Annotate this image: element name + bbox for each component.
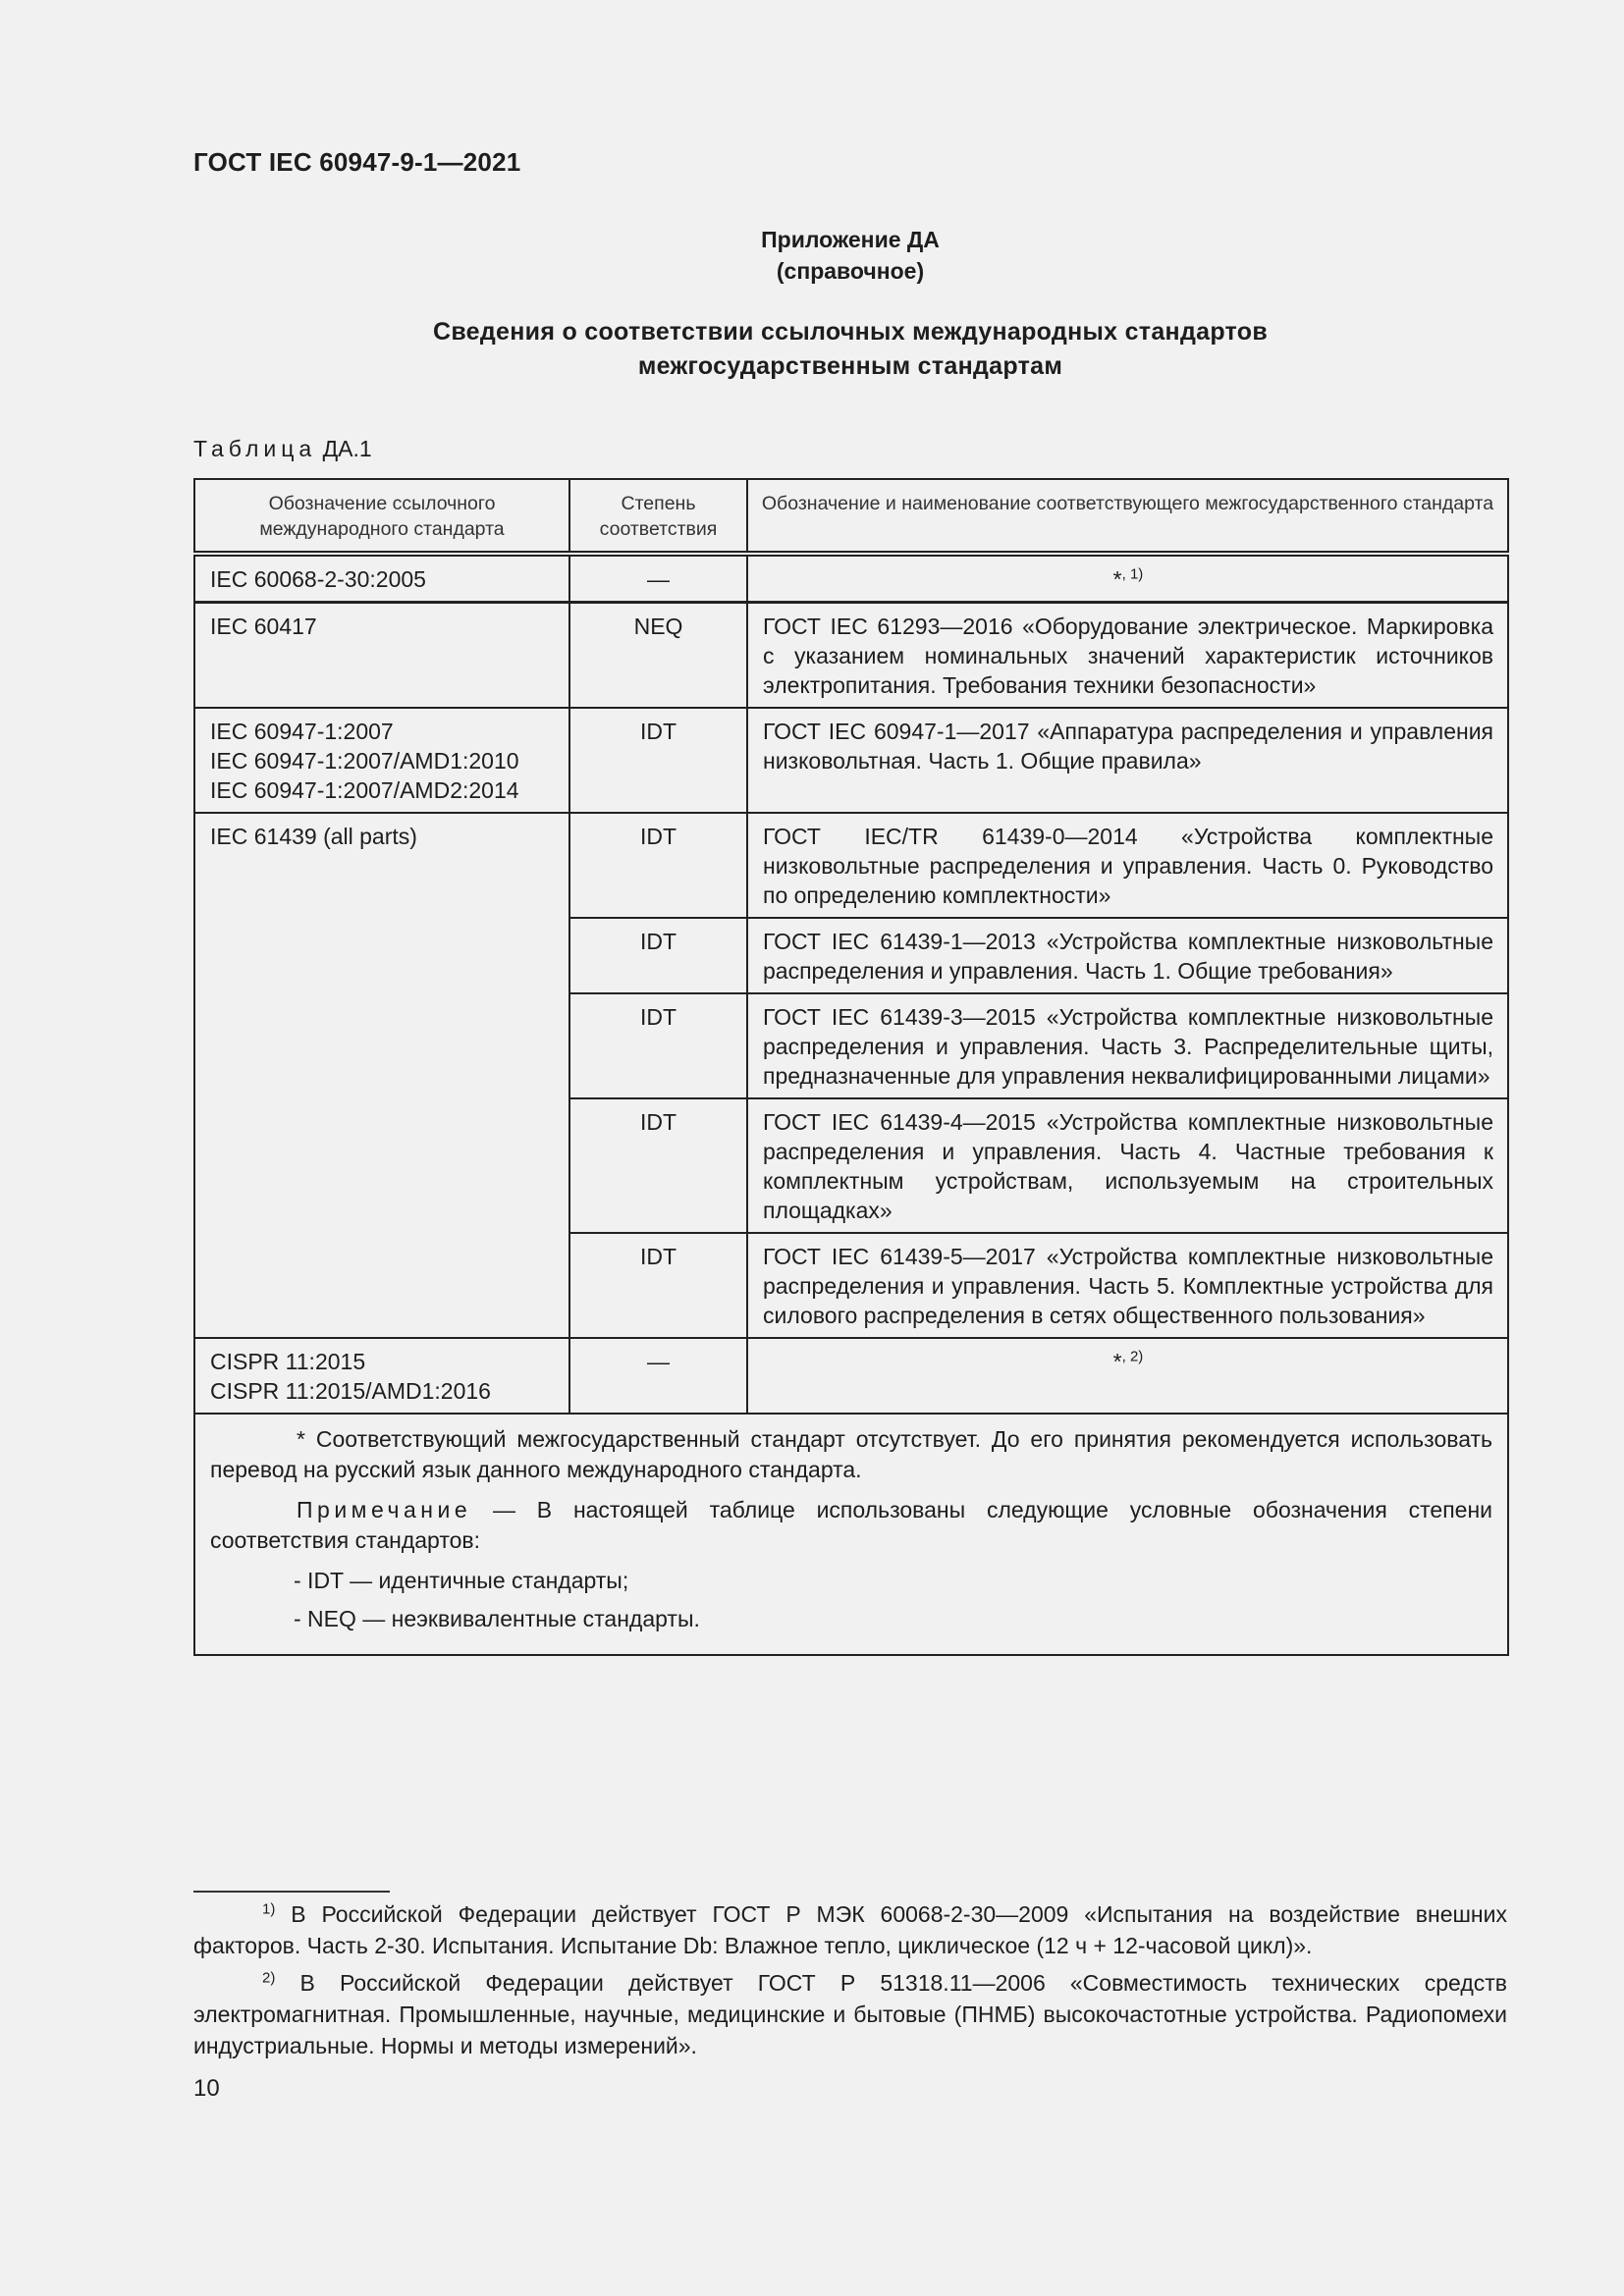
footnote-number: 1): [262, 1900, 276, 1918]
annex-title: [193, 224, 1507, 287]
footnote-ref: , 1): [1121, 565, 1144, 583]
intl-standard-line: CISPR 11:2015: [210, 1349, 366, 1374]
gost-cell: [747, 554, 1508, 603]
star-footnote: * Соответствующий межгосударственный стандарт отсутствует. До его принятия рекомендуется использовать перевод на русский язык данного международного стандарта.: [210, 1426, 1492, 1482]
degree-cell: IDT: [569, 1098, 747, 1233]
gost-cell: ГОСТ IEC/TR 61439-0—2014 «Устройства комплектные низковольтные распределения и управления. Часть 0. Руководство по определению комплектности»: [747, 813, 1508, 918]
footnote-text: В Российской Федерации действует ГОСТ Р 51318.11—2006 «Совместимость технических средств электромагнитная. Промышленные, научные, медицинские и бытовые (ПНМБ) высокочастотные устройства. Радиопомехи индустриальные. Нормы и методы измерений».: [193, 1970, 1507, 2058]
table-row: [194, 813, 1508, 918]
annex-heading-line-2: межгосударственным стандартам: [637, 352, 1063, 380]
correspondence-table: [193, 478, 1509, 1656]
table-label-number: ДА.1: [316, 436, 372, 461]
gost-cell: ГОСТ IEC 61293—2016 «Оборудование электрическое. Маркировка с указанием номинальных значений характеристик источников электропитания. Требования техники безопасности»: [747, 603, 1508, 709]
intl-standard-line: IEC 60947-1:2007: [210, 719, 394, 744]
note-list-item: - NEQ — неэквивалентные стандарты.: [294, 1606, 700, 1631]
intl-standard-cell: IEC 61439 (all parts): [194, 813, 569, 1338]
intl-standard-cell: IEC 60068-2-30:2005: [194, 554, 569, 603]
table-notes: [194, 1414, 1508, 1655]
absent-mark: *: [1112, 1349, 1122, 1374]
footnote-text: В Российской Федерации действует ГОСТ Р МЭК 60068-2-30—2009 «Испытания на воздействие внешних факторов. Часть 2-30. Испытания. Испытание Db: Влажное тепло, циклическое (12 ч + 12-часовой цикл)».: [193, 1901, 1507, 1958]
footnote-ref: , 2): [1121, 1348, 1144, 1365]
gost-cell: [747, 1338, 1508, 1414]
degree-cell: IDT: [569, 813, 747, 918]
table-row: [194, 554, 1508, 603]
annex-name: Приложение ДА: [761, 227, 940, 252]
footnotes: [193, 1898, 1507, 2067]
degree-cell: IDT: [569, 918, 747, 993]
table-row: [194, 708, 1508, 813]
annex-heading-line-1: Сведения о соответствии ссылочных международных стандартов: [432, 318, 1269, 346]
degree-cell: IDT: [569, 1233, 747, 1338]
table-notes-row: [194, 1414, 1508, 1655]
annex-status: (справочное): [776, 258, 925, 284]
header-international-standard: Обозначение ссылочного международного стандарта: [194, 479, 569, 554]
page-number: 10: [193, 2075, 220, 2102]
intl-standard-line: CISPR 11:2015/AMD1:2016: [210, 1378, 491, 1404]
gost-cell: ГОСТ IEC 60947-1—2017 «Аппаратура распределения и управления низковольтная. Часть 1. Общие правила»: [747, 708, 1508, 813]
header-degree: Степень соответствия: [569, 479, 747, 554]
footnote: [193, 1967, 1507, 2061]
degree-cell: —: [569, 1338, 747, 1414]
table-header-row: [194, 479, 1508, 554]
footnote-number: 2): [262, 1969, 276, 1987]
intl-standard-cell: [194, 708, 569, 813]
correspondence-table-wrapper: [193, 478, 1507, 1656]
intl-standard-line: IEC 60947-1:2007/AMD2:2014: [210, 777, 519, 803]
intl-standard-line: IEC 60947-1:2007/AMD1:2010: [210, 748, 519, 774]
table-row: [194, 603, 1508, 709]
degree-cell: IDT: [569, 993, 747, 1098]
intl-standard-cell: IEC 60417: [194, 603, 569, 709]
note-text: — В настоящей таблице использованы следующие условные обозначения степени соответствия стандартов:: [210, 1497, 1492, 1553]
degree-cell: NEQ: [569, 603, 747, 709]
table-label: [193, 436, 372, 462]
table-row: [194, 1338, 1508, 1414]
note-list: [210, 1566, 1492, 1634]
document-code: ГОСТ IEC 60947-9-1—2021: [193, 147, 521, 177]
footnote: [193, 1898, 1507, 1961]
gost-cell: ГОСТ IEC 61439-3—2015 «Устройства комплектные низковольтные распределения и управления. Часть 3. Распределительные щиты, предназначенные для управления неквалифицированными лицами»: [747, 993, 1508, 1098]
annex-heading: [193, 315, 1507, 384]
gost-cell: ГОСТ IEC 61439-5—2017 «Устройства комплектные низковольтные распределения и управления. Часть 5. Комплектные устройства для силового распределения в сетях общественного пользования»: [747, 1233, 1508, 1338]
gost-cell: ГОСТ IEC 61439-4—2015 «Устройства комплектные низковольтные распределения и управления. Часть 4. Частные требования к комплектным устройствам, используемым на строительных площадках»: [747, 1098, 1508, 1233]
gost-cell: ГОСТ IEC 61439-1—2013 «Устройства комплектные низковольтные распределения и управления. Часть 1. Общие требования»: [747, 918, 1508, 993]
table-note: [210, 1495, 1492, 1556]
degree-cell: IDT: [569, 708, 747, 813]
note-label: Примечание: [297, 1497, 472, 1522]
absent-mark: *: [1112, 566, 1122, 592]
note-list-item: - IDT — идентичные стандарты;: [294, 1568, 629, 1593]
footnote-separator: [193, 1891, 390, 1893]
table-label-word: Таблица: [193, 436, 317, 461]
degree-cell: —: [569, 554, 747, 603]
header-interstate-standard: Обозначение и наименование соответствующего межгосударственного стандарта: [747, 479, 1508, 554]
intl-standard-cell: [194, 1338, 569, 1414]
